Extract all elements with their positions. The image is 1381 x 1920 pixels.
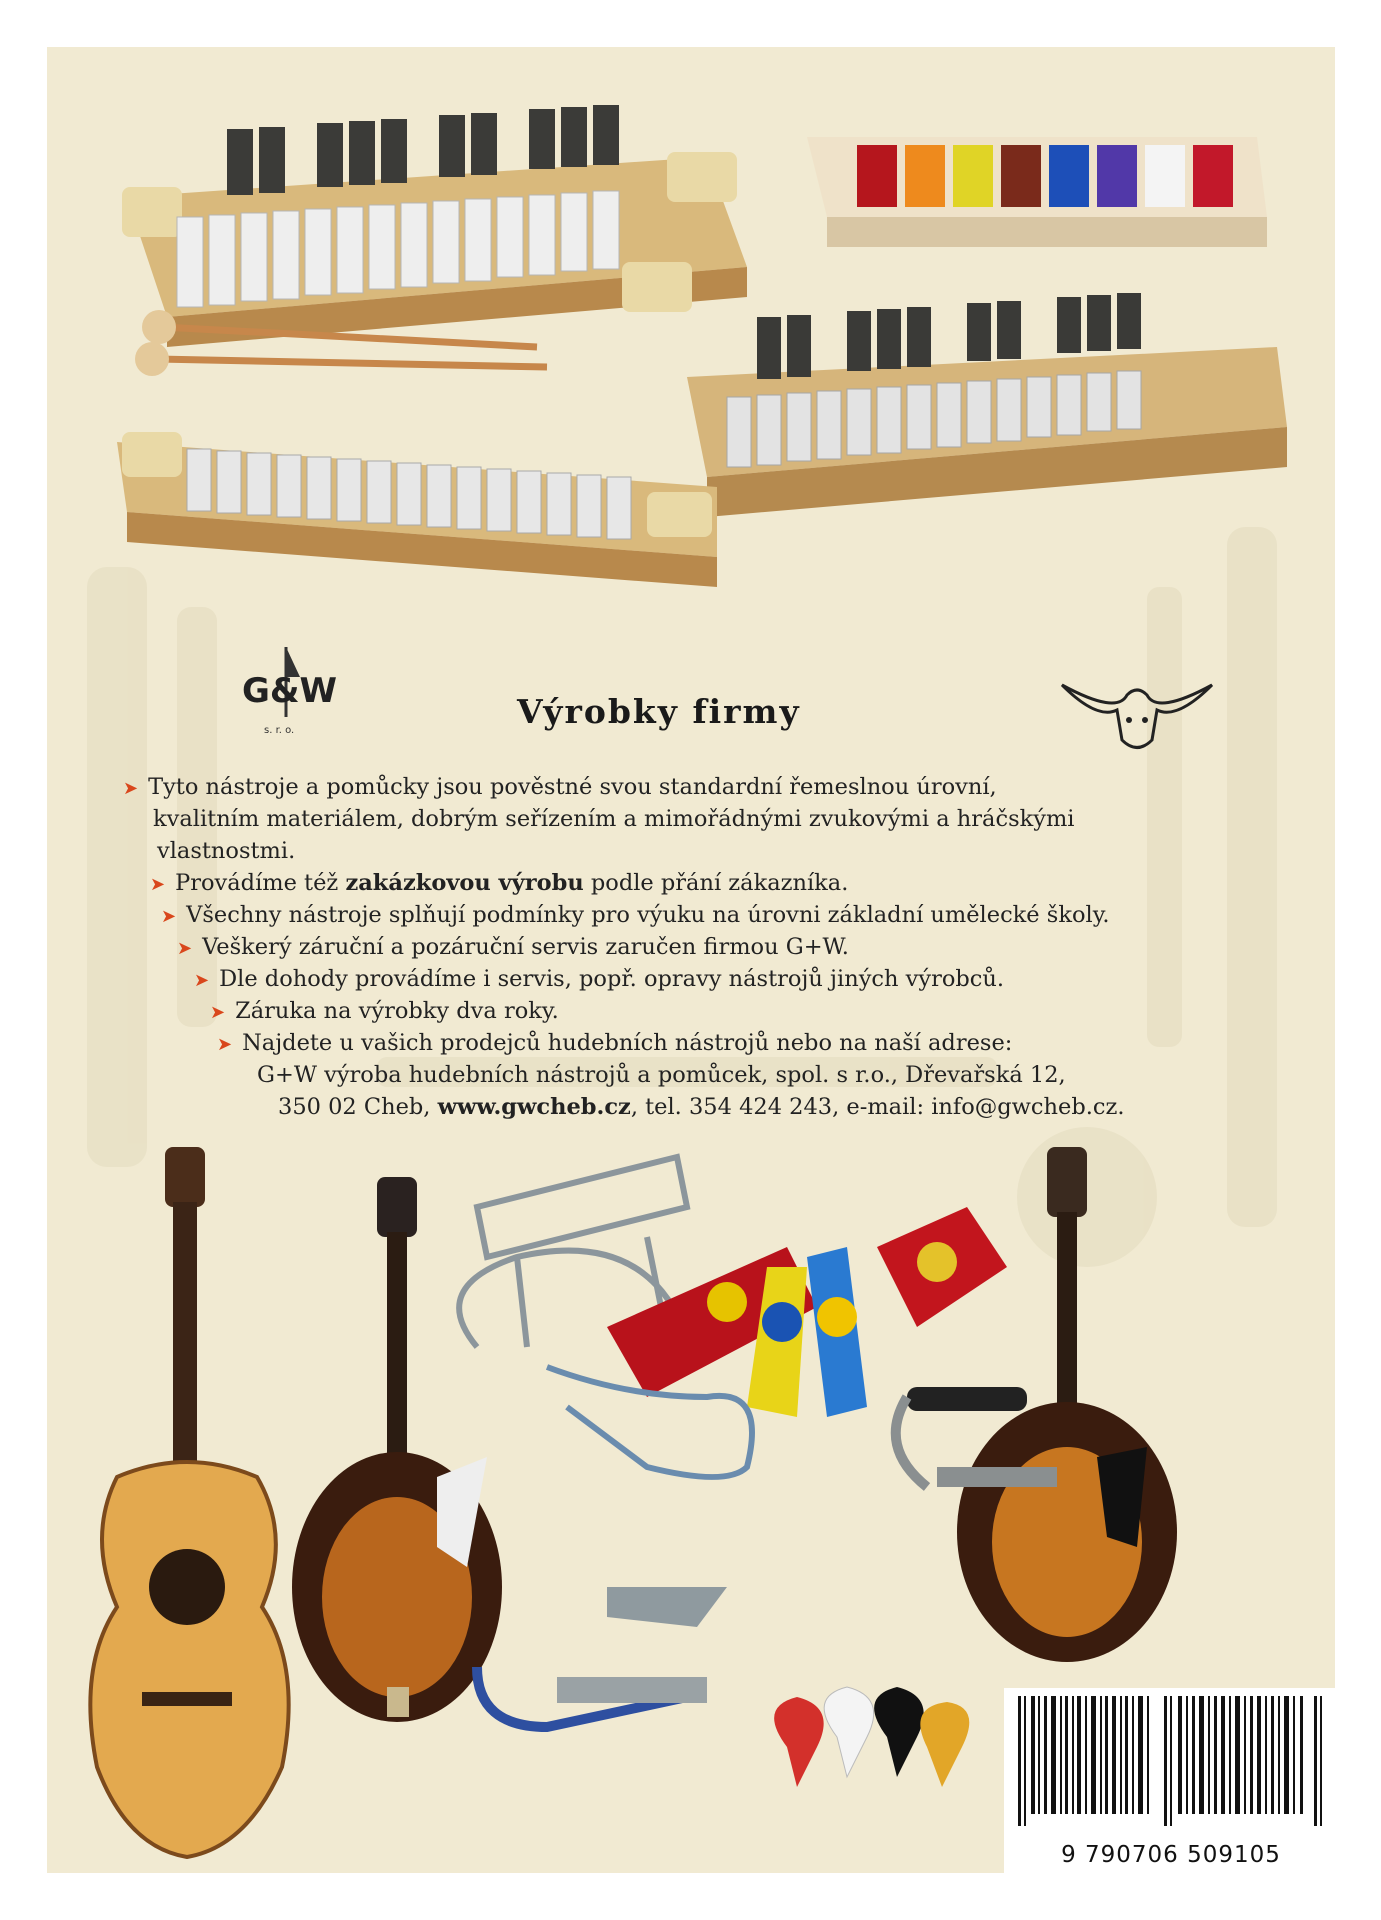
svg-text:s. r. o.: s. r. o.: [264, 725, 295, 736]
acoustic-guitar: [90, 1147, 288, 1857]
bullet-1-line-3: vlastnostmi.: [157, 838, 296, 864]
page-title: Výrobky firmy: [517, 692, 801, 731]
bullet-1-line-2: kvalitním materiálem, dobrým seřízením a mimořádnými zvukovými a hráčskými: [153, 806, 1075, 832]
bullet-7: ➤ Najdete u vašich prodejců hudebních nástrojů nebo na naší adrese:: [217, 1028, 1012, 1060]
bullet-arrow-icon: ➤: [161, 906, 177, 927]
bullet-1: ➤ Tyto nástroje a pomůcky jsou pověstné svou standardní řemeslnou úrovní,: [123, 772, 997, 804]
svg-text:G&W: G&W: [242, 671, 338, 711]
bullet-5: ➤ Dle dohody provádíme i servis, popř. opravy nástrojů jiných výrobců.: [194, 964, 1004, 996]
barcode-bars: [1004, 1688, 1335, 1838]
kazoos: [607, 1207, 1007, 1417]
bullet-arrow-icon: ➤: [217, 1034, 233, 1055]
website-link[interactable]: www.gwcheb.cz: [437, 1094, 631, 1120]
bullet-4: ➤ Veškerý záruční a pozáruční servis zaručen firmou G+W.: [177, 932, 849, 964]
bullet-arrow-icon: ➤: [194, 970, 210, 991]
clip-capos: [477, 1587, 727, 1727]
bullet-arrow-icon: ➤: [150, 874, 166, 895]
bullet-arrow-icon: ➤: [177, 938, 193, 959]
bullet-arrow-icon: ➤: [210, 1002, 226, 1023]
address-line-1: G+W výroba hudebních nástrojů a pomůcek, spol. s r.o., Dřevařská 12,: [257, 1062, 1066, 1088]
bullet-arrow-icon: ➤: [123, 778, 139, 799]
barcode: [1004, 1688, 1335, 1873]
mandolin-f: [292, 1177, 502, 1722]
back-cover: [47, 47, 1335, 1873]
bullet-6: ➤ Záruka na výrobky dva roky.: [210, 996, 559, 1028]
barcode-number: 9 790706 509105: [1061, 1842, 1281, 1868]
bullet-2: ➤ Provádíme též zakázkovou výrobu podle přání zákazníka.: [150, 868, 848, 900]
guitar-picks: [774, 1687, 969, 1787]
address-line-2: 350 02 Cheb, www.gwcheb.cz, tel. 354 424 243, e-mail: info@gwcheb.cz.: [278, 1094, 1125, 1120]
bullet-3: ➤ Všechny nástroje splňují podmínky pro výuku na úrovni základní umělecké školy.: [161, 900, 1110, 932]
